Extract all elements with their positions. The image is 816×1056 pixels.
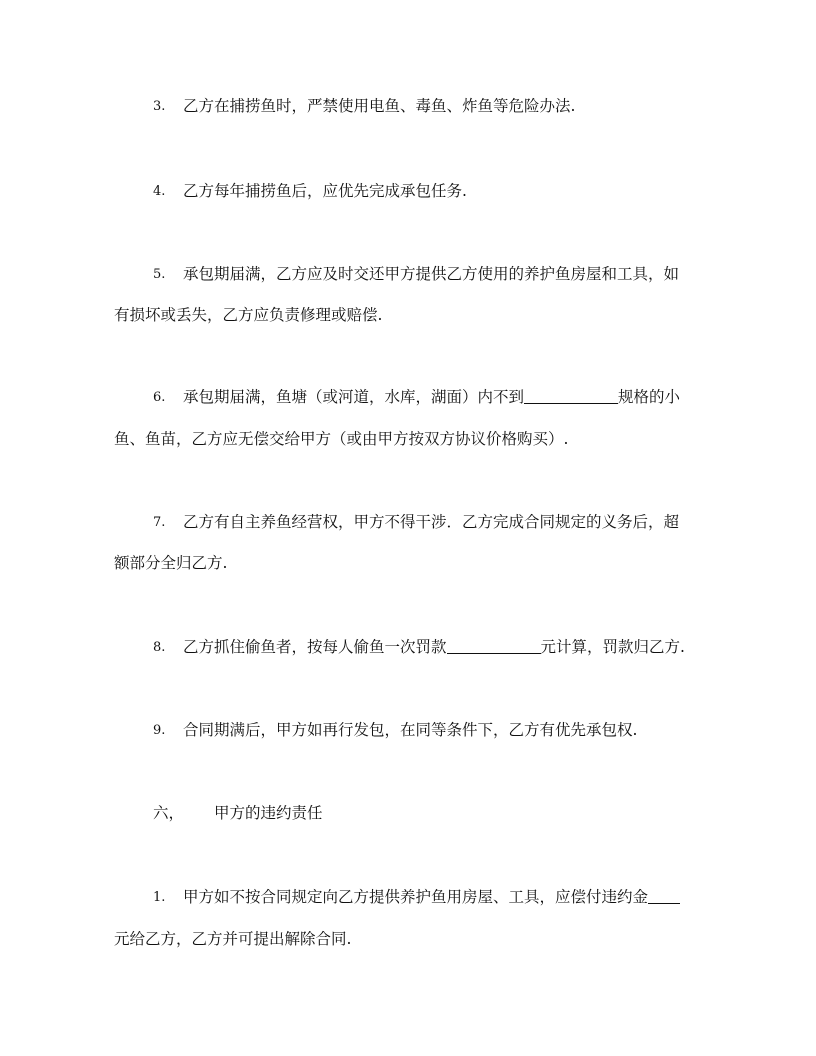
clause-item-6 (153, 387, 680, 408)
clause-item-9 (153, 720, 637, 741)
clause-item-5 (153, 264, 679, 285)
clause-text-after: 元计算，罚款归乙方. (540, 638, 685, 656)
clause-number: 8. (153, 640, 166, 655)
clause-text-before: 乙方抓住偷鱼者，按每人偷鱼一次罚款 (183, 638, 447, 656)
clause-number: 4. (153, 184, 166, 199)
clause-text: 乙方有自主养鱼经营权，甲方不得干涉．乙方完成合同规定的义务后，超 (183, 513, 680, 531)
clause-text: 承包期届满，乙方应及时交还甲方提供乙方使用的养护鱼房屋和工具，如 (183, 265, 680, 283)
clause-item-8 (153, 637, 685, 658)
clause-item-5-continuation: 有损坏或丢失，乙方应负责修理或赔偿. (114, 306, 383, 324)
clause-text-before: 承包期届满，鱼塘（或河道，水库，湖面）内不到 (183, 388, 525, 406)
penalty-clause-1-continuation: 元给乙方，乙方并可提出解除合同. (114, 930, 352, 948)
clause-text: 乙方在捕捞鱼时，严禁使用电鱼、毒鱼、炸鱼等危险办法. (183, 97, 576, 115)
clause-text-before: 甲方如不按合同规定向乙方提供养护鱼用房屋、工具，应偿付违约金 (183, 888, 649, 906)
clause-item-7 (153, 512, 679, 533)
clause-number: 5. (153, 267, 166, 282)
clause-item-3 (153, 96, 575, 117)
fill-in-blank-spec (524, 388, 618, 404)
section-heading (153, 803, 323, 823)
clause-number: 6. (153, 390, 166, 405)
clause-number: 3. (153, 99, 166, 114)
clause-text: 乙方每年捕捞鱼后，应优先完成承包任务. (183, 182, 467, 200)
fill-in-blank-penalty (648, 888, 680, 904)
clause-number: 7. (153, 515, 166, 530)
section-number: 六， (153, 804, 185, 822)
section-title: 甲方的违约责任 (214, 804, 323, 822)
clause-number: 9. (153, 723, 166, 738)
clause-item-7-continuation: 额部分全归乙方. (114, 554, 228, 572)
clause-text: 合同期满后，甲方如再行发包，在同等条件下，乙方有优先承包权. (183, 721, 638, 739)
clause-item-6-continuation: 鱼、鱼苗，乙方应无偿交给甲方（或由甲方按双方协议价格购买）. (114, 430, 569, 448)
clause-item-4 (153, 181, 467, 202)
fill-in-blank-fine (447, 638, 541, 654)
clause-text-after: 规格的小 (618, 388, 681, 406)
clause-number: 1. (153, 890, 166, 905)
penalty-clause-1 (153, 887, 680, 908)
